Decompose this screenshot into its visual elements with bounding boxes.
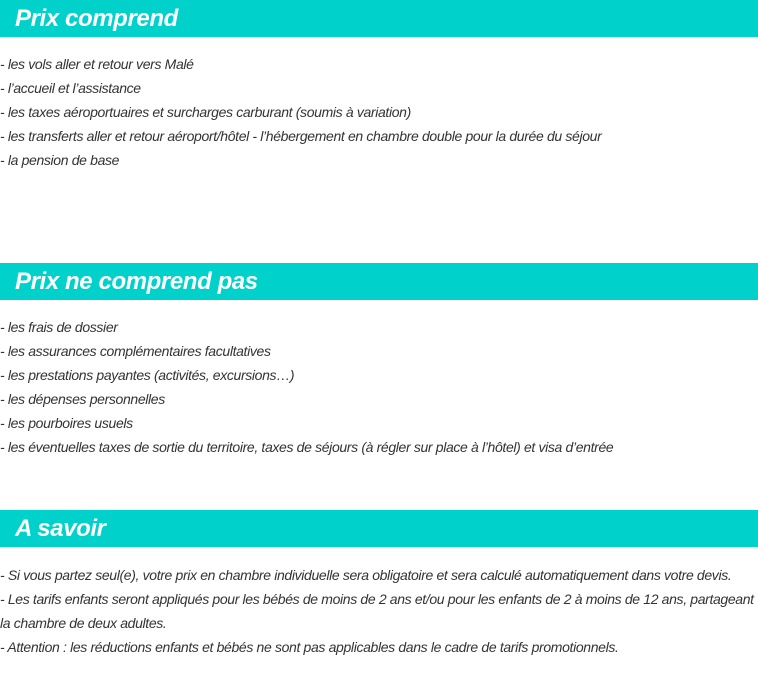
list-item: - les pourboires usuels bbox=[0, 415, 133, 431]
section-header-a-savoir bbox=[0, 510, 758, 547]
good-to-know-list bbox=[0, 563, 758, 659]
list-item: - Les tarifs enfants seront appliqués pour les bébés de moins de 2 ans et/ou pour les enfants de 2 à moins de 12 ans, partageant la chambre de deux adultes. bbox=[0, 591, 754, 631]
list-item: - les frais de dossier bbox=[0, 319, 118, 335]
list-item: - Attention : les réductions enfants et bébés ne sont pas applicables dans le cadre de tarifs promotionnels. bbox=[0, 639, 619, 655]
section-title: Prix ne comprend pas bbox=[15, 268, 258, 295]
list-item: - Si vous partez seul(e), votre prix en chambre individuelle sera obligatoire et sera calculé automatiquement dans votre devis. bbox=[0, 567, 732, 583]
included-list bbox=[0, 52, 758, 172]
section-header-prix-ne-comprend-pas bbox=[0, 263, 758, 300]
list-item: - les dépenses personnelles bbox=[0, 391, 165, 407]
list-item: - les assurances complémentaires facultatives bbox=[0, 343, 271, 359]
list-item: - les transferts aller et retour aéroport/hôtel - l’hébergement en chambre double pour la durée du séjour bbox=[0, 128, 602, 144]
list-item: - les vols aller et retour vers Malé bbox=[0, 56, 194, 72]
section-title: A savoir bbox=[15, 515, 106, 542]
list-item: - les éventuelles taxes de sortie du territoire, taxes de séjours (à régler sur place à l’hôtel) et visa d’entrée bbox=[0, 439, 614, 455]
list-item: - l’accueil et l’assistance bbox=[0, 80, 141, 96]
section-header-prix-comprend bbox=[0, 0, 758, 37]
list-item: - les prestations payantes (activités, excursions…) bbox=[0, 367, 295, 383]
not-included-list bbox=[0, 315, 758, 459]
list-item: - les taxes aéroportuaires et surcharges carburant (soumis à variation) bbox=[0, 104, 411, 120]
section-title: Prix comprend bbox=[15, 5, 178, 32]
list-item: - la pension de base bbox=[0, 152, 120, 168]
